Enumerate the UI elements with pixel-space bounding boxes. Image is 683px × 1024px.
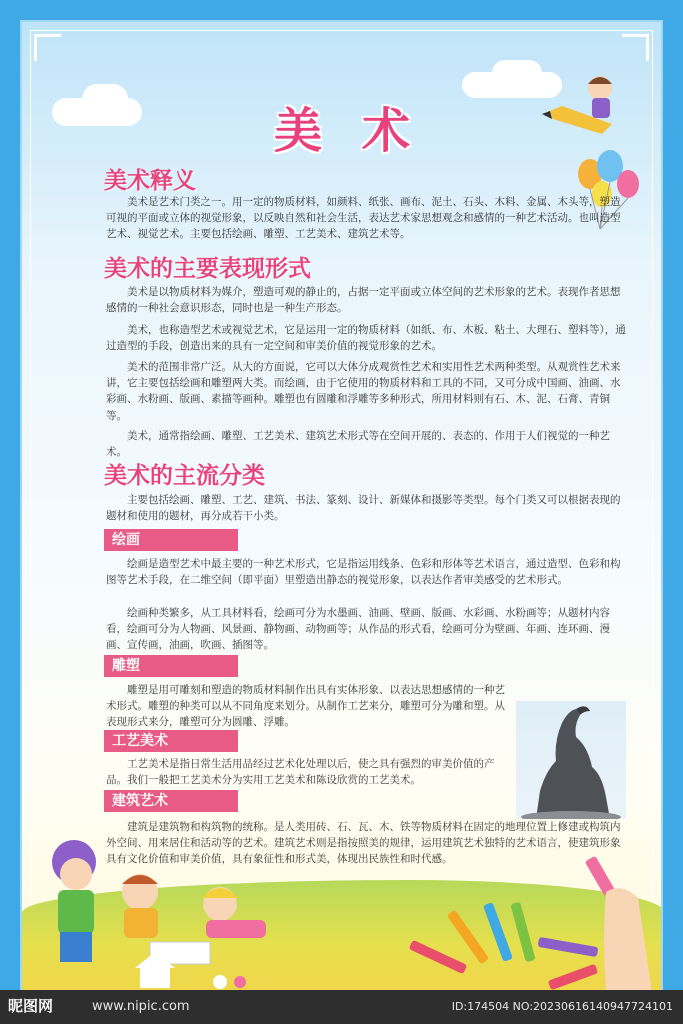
goat-statue-image [516,701,626,819]
cloud-decoration [82,84,128,114]
poster-frame [20,20,663,992]
cloud-decoration [492,60,542,86]
architecture-paragraph: 建筑是建筑物和构筑物的统称。是人类用砖、石、瓦、木、铁等物质材料在固定的地理位置上修建或构筑内外空间、用来居住和活动等的艺术。建筑艺术则是指按照美的规律，运用建筑艺术独特的艺术语言，使建筑形象具有文化价值和审美价值，具有象征性和形式美，体现出民族性和时代感。 [106,821,621,866]
section-heading-forms: 美术的主要表现形式 [104,256,311,282]
house-illustration [130,950,180,990]
frame-corner-ornament [34,34,61,61]
painting-paragraph: 绘画种类繁多，从工具材料看，绘画可分为水墨画、油画、壁画、版画、水彩画、水粉画等；从题材内容看，绘画可分为人物画、风景画、静物画、动物画等；从作品的形式看，绘画可分为壁画、年画、连环画、漫画、宣传画，油画，吹画、插图等。 [106,607,610,652]
subhead-crafts: 工艺美术 [104,730,238,752]
crafts-paragraph: 工艺美术是指日常生活用品经过艺术化处理以后，使之具有强烈的审美价值的产品。我们一般把工艺美术分为实用工艺美术和陈设欣赏的工艺美术。 [106,758,495,787]
subhead-sculpture: 雕塑 [104,655,238,677]
watermark-footer [0,990,683,1024]
site-url: www.nipic.com [92,999,190,1014]
hand-holding-crayon-illustration [582,842,662,992]
frame-corner-ornament [622,34,649,61]
site-logo: 昵图网 [8,997,54,1015]
kid-on-pencil-illustration [542,70,642,140]
sculpture-photo [516,701,626,819]
section-heading-definition: 美术释义 [104,168,196,194]
page-title: 美术 [273,103,450,159]
painting-paragraph: 绘画是造型艺术中最主要的一种艺术形式，它是指运用线条、色彩和形体等艺术语言，通过造型、色彩和构图等艺术手段，在二维空间（即平面）里塑造出静态的视觉形象，以表达作者审美感受的艺术形式。 [106,558,621,587]
categories-intro: 主要包括绘画、雕塑、工艺、建筑、书法、篆刻、设计、新媒体和摄影等类型。每个门类又可以根据表现的题材和使用的题材，再分成若干小类。 [106,494,621,523]
subhead-architecture: 建筑艺术 [104,790,238,812]
forms-paragraph: 美术是以物质材料为媒介，塑造可观的静止的，占据一定平面或立体空间的艺术形象的艺术。表现作者思想感情的一种社会意识形态，同时也是一种生产形态。 [106,286,621,315]
forms-paragraph: 美术，通常指绘画、雕塑、工艺美术、建筑艺术形式等在空间开展的、表态的、作用于人们视觉的一种艺术。 [106,430,610,459]
forms-paragraph: 美术的范围非常广泛。从大的方面说，它可以大体分成观赏性艺术和实用性艺术两种类型。从观赏性艺术来讲，它主要包括绘画和雕塑两大类。而绘画，由于它使用的物质材料和工具的不同，又可分成中国画、油画、水彩画、水粉画、版画、素描等画种。雕塑也有圆雕和浮雕等多种形式，所用材料则有石、木、泥、石膏、青铜等。 [106,361,621,422]
subhead-painting: 绘画 [104,529,238,551]
section-heading-categories: 美术的主流分类 [104,463,265,489]
image-id-text: ID:174504 NO:20230616140947724101 [451,1000,673,1013]
definition-paragraph: 美术是艺术门类之一。用一定的物质材料，如颜料、纸张、画布、泥土、石头、木料、金属、木头等，塑造可视的平面或立体的视觉形象，以反映自然和社会生活，表达艺术家思想观念和感情的一种艺术活动。也叫造型艺术、视觉艺术。主要包括绘画、雕塑、工艺美术、建筑艺术等。 [106,196,621,241]
sculpture-paragraph: 雕塑是用可雕刻和塑造的物质材料制作出具有实体形象、以表达思想感情的一种艺术形式。雕塑的种类可以从不同角度来划分。从制作工艺来分，雕塑可分为雕和塑。从表现形式来分，雕塑可分为圆雕、浮雕。 [106,684,505,729]
forms-paragraph: 美术，也称造型艺术或视觉艺术，它是运用一定的物质材料（如纸、布、木板、粘土、大理石、塑料等），通过造型的手段，创造出来的具有一定空间和审美价值的视觉形象的艺术。 [106,324,626,353]
